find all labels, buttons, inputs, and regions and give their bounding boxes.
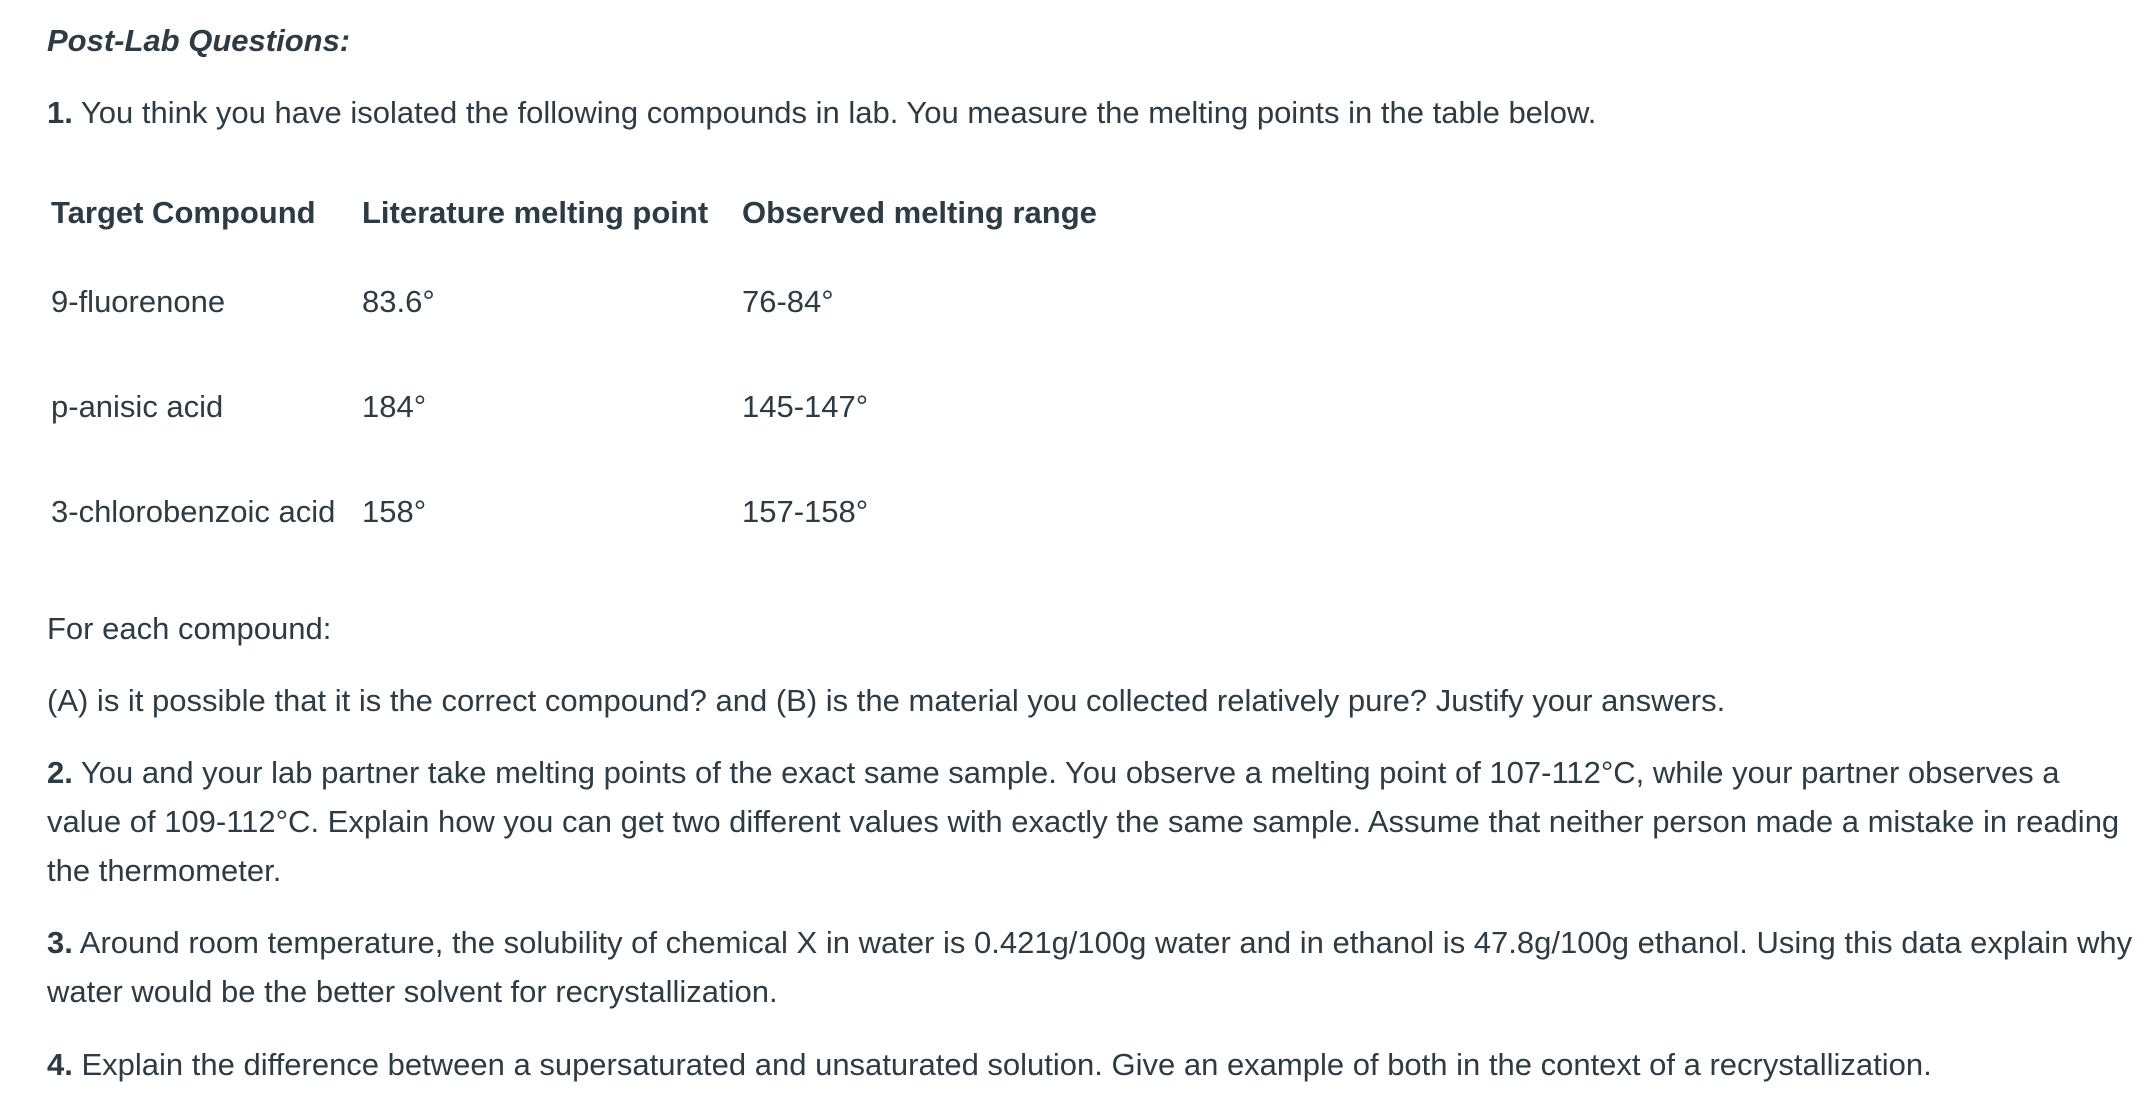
literature-mp: 184° [362,389,427,424]
for-each-compound-prompt: For each compound: [47,611,332,646]
question-4-number: 4. [47,1047,73,1082]
question-4 [47,1040,1932,1089]
question-2-number: 2. [47,755,73,790]
question-2 [47,748,2137,895]
literature-mp: 158° [362,494,427,529]
question-3-number: 3. [47,925,73,960]
question-2-text: You and your lab partner take melting points of the exact same sample. You observe a melting point of 107-112°C, while your partner observes a value of 109-112°C. Explain how you can get two different values with exactly the same sample. Assume that neither person made a mistake in reading the thermometer. [47,755,2120,888]
column-header-observed-range: Observed melting range [742,194,1097,230]
question-4-text: Explain the difference between a supersaturated and unsaturated solution. Give an example of both in the context of a recrystallization. [72,1047,1932,1082]
observed-range: 157-158° [742,494,869,529]
compound-name: 9-fluorenone [51,284,226,319]
table-row [47,459,1138,564]
question-3 [47,918,2137,1016]
literature-mp: 83.6° [362,284,435,319]
table-header-row [47,175,1138,249]
melting-point-table [47,175,1138,564]
question-1-number: 1. [47,95,73,130]
question-1-text: You think you have isolated the following compounds in lab. You measure the melting points in the table below. [72,95,1597,130]
page-title: Post-Lab Questions: [47,23,351,58]
column-header-target-compound: Target Compound [51,194,316,230]
question-1-subparts: (A) is it possible that it is the correct compound? and (B) is the material you collected relatively pure? Justify your answers. [47,683,1726,718]
table-row [47,249,1138,354]
observed-range: 76-84° [742,284,834,319]
question-1 [47,88,1596,137]
table-row [47,354,1138,459]
compound-name: 3-chlorobenzoic acid [51,494,336,529]
question-3-text: Around room temperature, the solubility of chemical X in water is 0.421g/100g water and in ethanol is 47.8g/100g ethanol. Using this data explain why water would be the better solvent for recrystallization. [47,925,2133,1009]
observed-range: 145-147° [742,389,869,424]
column-header-literature-mp: Literature melting point [362,194,709,230]
compound-name: p-anisic acid [51,389,224,424]
